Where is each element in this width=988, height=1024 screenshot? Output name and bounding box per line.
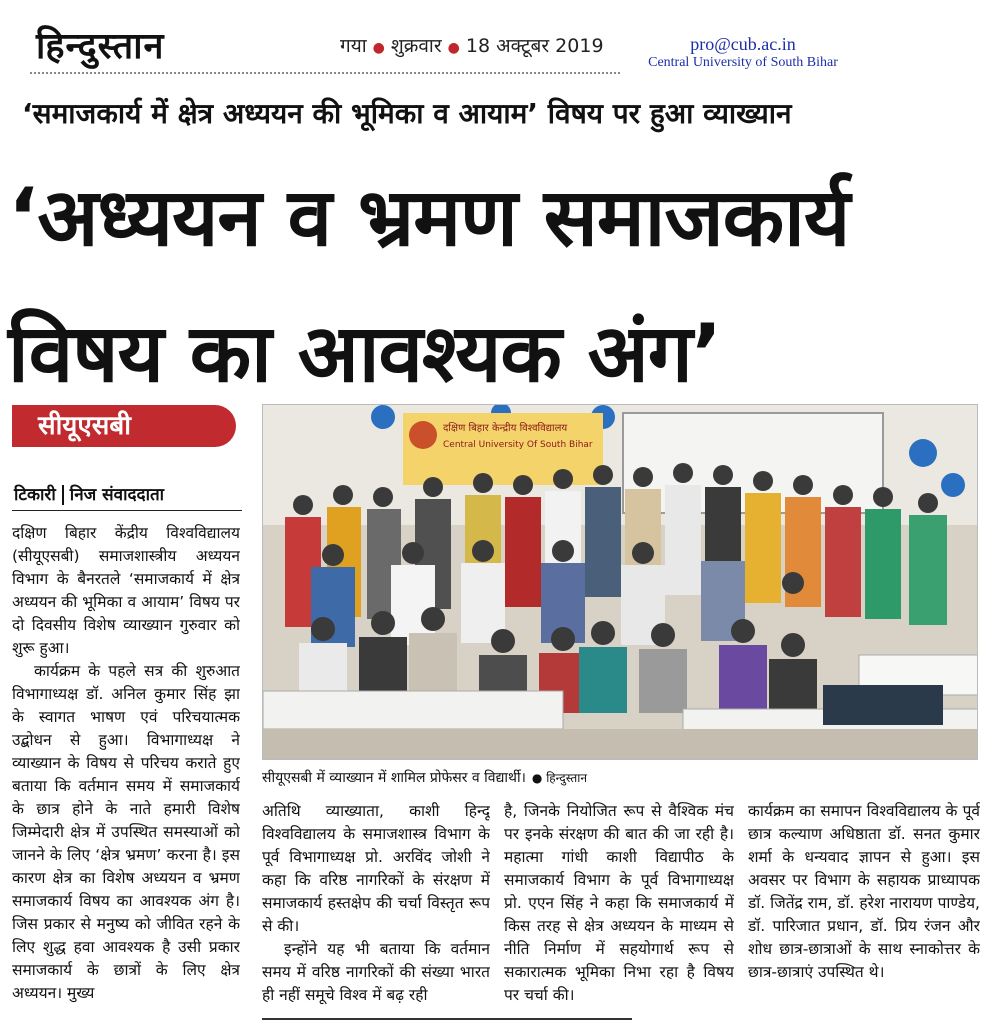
article-column-2	[262, 800, 490, 1020]
photo-banner-hindi: दक्षिण बिहार केन्द्रीय विश्वविद्यालय	[443, 423, 568, 434]
section-tag: सीयूएसबी	[12, 405, 236, 447]
dateline-day: शुक्रवार	[390, 35, 442, 57]
article-paragraph: दक्षिण बिहार केंद्रीय विश्वविद्यालय (सीयूएसबी) समाजशास्त्रीय अध्ययन विभाग के बैनरतले ‘समाजकार्य में क्षेत्र अध्ययन की भूमिका व आयाम’ विषय पर दो दिवसीय विशेष व्याख्यान गुरुवार को शुरू हुआ।	[12, 524, 240, 657]
group-photo-illustration	[263, 405, 978, 760]
bullet-icon: ●	[372, 40, 385, 56]
byline-separator	[62, 485, 64, 505]
photo-credit: ● हिन्दुस्तान	[531, 771, 588, 785]
headline-line-2: विषय का आवश्यक अंग’	[8, 307, 722, 400]
masthead-divider	[30, 72, 620, 74]
byline-divider	[12, 510, 242, 511]
article-paragraph: कार्यक्रम का समापन विश्वविद्यालय के पूर्व छात्र कल्याण अधिष्ठाता डॉ. सनत कुमार शर्मा के धन्यवाद ज्ञापन से हुआ। इस अवसर पर विभाग के सहायक प्राध्यापक डॉ. जितेंद्र राम, डॉ. हरेश नारायण पाण्डेय, डॉ. पारिजात प्रधान, डॉ. प्रिय रंजन और शोध छात्र-छात्राओं के साथ स्नाकोत्तर के छात्र-छात्राएं उपस्थित थे।	[748, 802, 980, 981]
bottom-divider	[262, 1018, 632, 1020]
photo-banner-english: Central University Of South Bihar	[443, 440, 593, 450]
photo-caption-text: सीयूएसबी में व्याख्यान में शामिल प्रोफेसर व विद्यार्थी।	[262, 770, 526, 786]
article-column-4	[748, 800, 980, 1020]
contact-university: Central University of South Bihar	[648, 55, 838, 70]
article-kicker: ‘समाजकार्य में क्षेत्र अध्ययन की भूमिका व आयाम’ विषय पर हुआ व्याख्यान	[22, 97, 792, 130]
dateline-date: 18 अक्टूबर 2019	[465, 35, 604, 57]
article-column-3	[504, 800, 734, 1020]
article-paragraph: है, जिनके नियोजित रूप से वैश्विक मंच पर इनके संरक्षण की बात की जा रही है। महात्मा गांधी काशी विद्यापीठ के समाजकार्य विभाग के पूर्व विभागाध्यक्ष प्रो. एएन सिंह ने कहा कि समाजकार्य में किस तरह से क्षेत्र अध्ययन के माध्यम से नीति निर्माण में सहयोगार्थ रूप से सकारात्मक भूमिका निभा रहा है विषय पर चर्चा की।	[504, 802, 734, 1004]
group-photo	[262, 404, 978, 760]
byline	[14, 482, 164, 505]
article-headline	[8, 150, 983, 422]
bullet-icon: ●	[447, 40, 460, 56]
photo-caption	[262, 768, 587, 787]
dateline-city: गया	[340, 35, 367, 57]
dateline	[340, 32, 604, 58]
contact-email: pro@cub.ac.in	[690, 34, 796, 54]
article-paragraph: कार्यक्रम के पहले सत्र की शुरुआत विभागाध्यक्ष डॉ. अनिल कुमार सिंह झा के स्वागत भाषण एवं परिचयात्मक उद्बोधन से हुआ। विभागाध्यक्ष ने व्याख्यान के विषय से परिचय कराते हुए बताया कि वर्तमान समय में समाजकार्य के छात्र होने के नाते हमारी विशेष जिम्मेदारी क्षेत्र में उपस्थित समस्याओं को जानने के लिए ‘क्षेत्र भ्रमण’ करना है। इस कारण क्षेत्र का विशेष अध्ययन व भ्रमण समाजकार्य विषय का आवश्यक अंग है।जिस प्रकार से मनुष्य को जीवित रहने के लिए शुद्ध हवा आवश्यक है उसी प्रकार समाजकार्य के छात्रों के लिए क्षेत्र अध्ययन। मुख्य	[12, 662, 240, 1002]
article-column-1	[12, 522, 240, 1018]
headline-line-1: ‘अध्ययन व भ्रमण समाजकार्य	[8, 171, 850, 264]
article-paragraph: इन्होंने यह भी बताया कि वर्तमान समय में वरिष्ठ नागरिकों की संख्या भारत ही नहीं समूचे विश्व में बढ़ रही	[262, 940, 490, 1004]
article-paragraph: अतिथि व्याख्याता, काशी हिन्दू विश्वविद्यालय के समाजशास्त्र विभाग के पूर्व विभागाध्यक्ष प्रो. अरविंद जोशी ने कहा कि वरिष्ठ नागरिकों के संरक्षण में समाजकार्य हस्तक्षेप की चर्चा विस्तृत रूप से की।	[262, 802, 490, 935]
newspaper-logo: हिन्दुस्तान	[36, 26, 165, 67]
byline-place: टिकारी	[14, 485, 56, 505]
contact-block	[628, 34, 858, 71]
byline-reporter: निज संवाददाता	[69, 485, 165, 505]
